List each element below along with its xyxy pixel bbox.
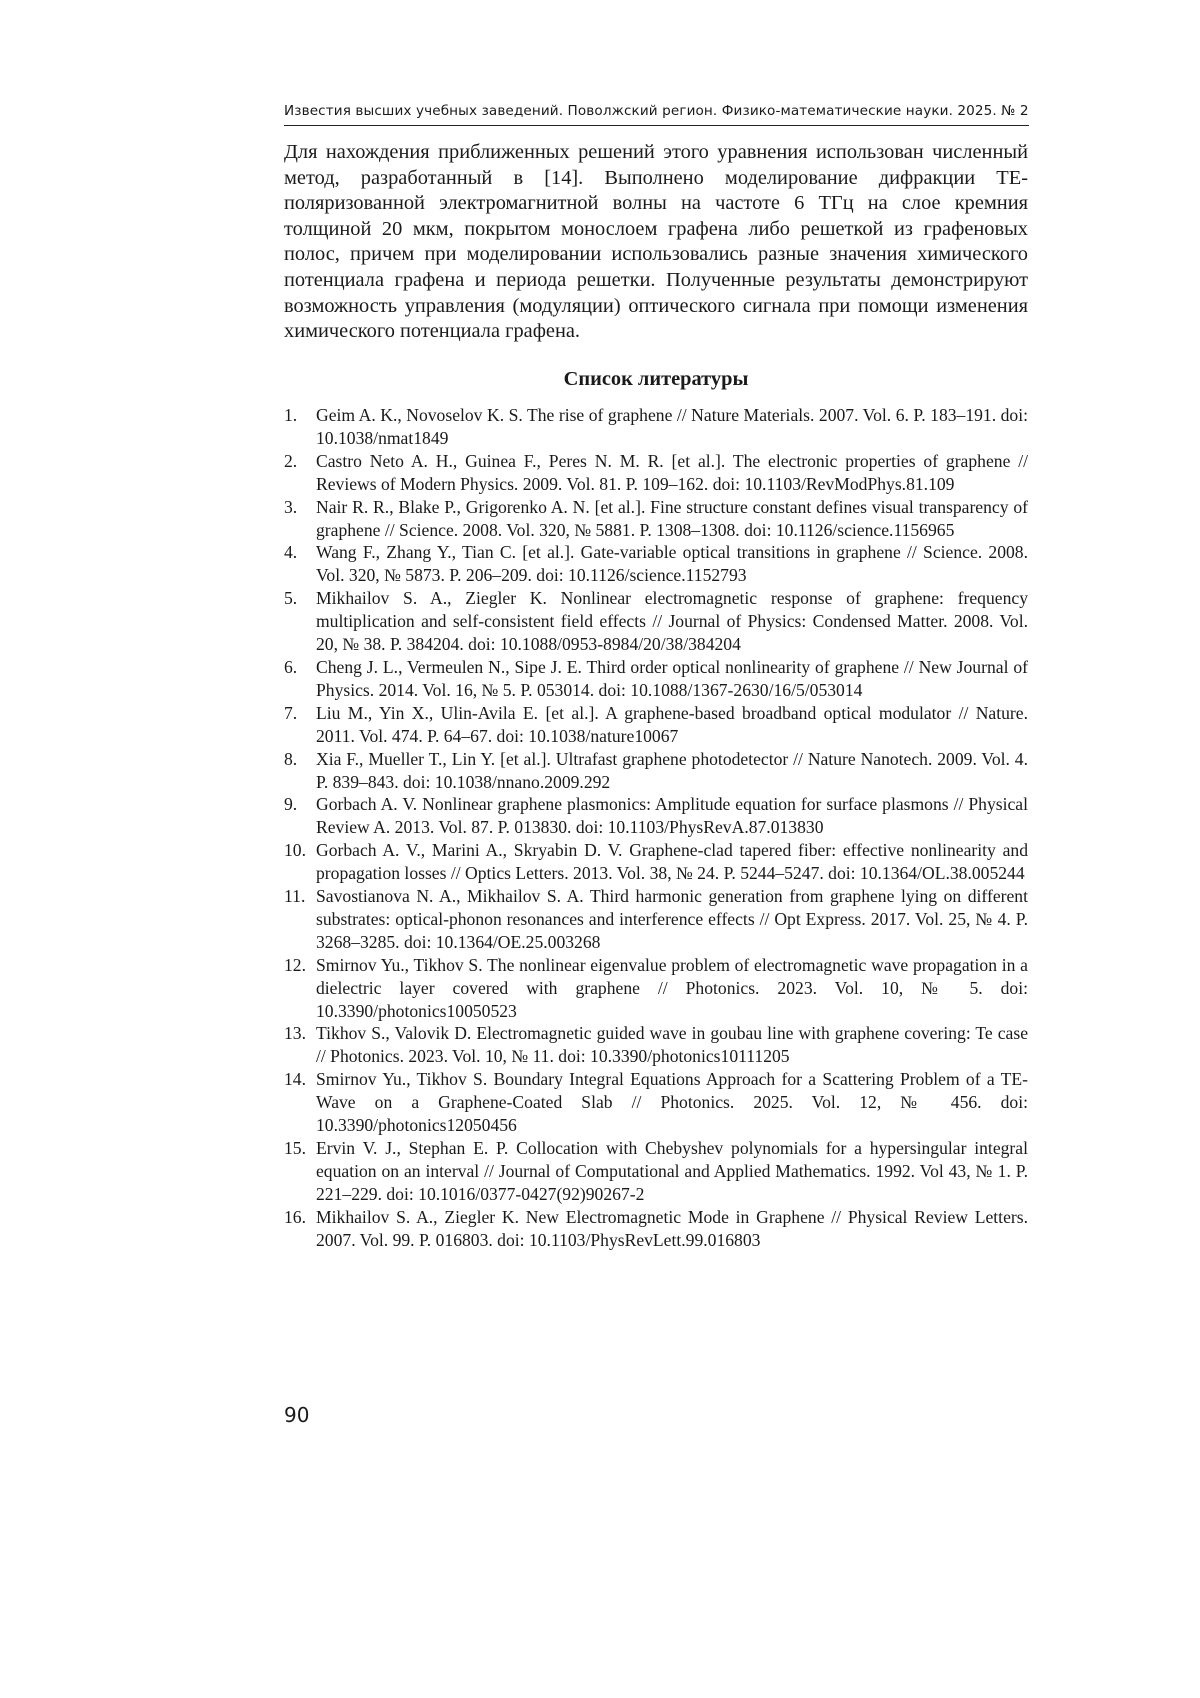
reference-number: 2. <box>284 450 298 471</box>
reference-item <box>284 541 1028 587</box>
reference-number: 14. <box>284 1069 306 1090</box>
reference-number: 4. <box>284 542 298 563</box>
reference-item <box>284 450 1028 496</box>
reference-item <box>284 404 1028 450</box>
reference-number: 11. <box>284 886 306 907</box>
reference-text: Gorbach A. V. Nonlinear graphene plasmonics: Amplitude equation for surface plasmons // Physical Review A. 2013. Vol. 87. P. 013830. doi: 10.1103/PhysRevA.87.013830 <box>316 794 1028 838</box>
reference-number: 15. <box>284 1138 306 1158</box>
reference-text: Geim A. K., Novoselov K. S. The rise of graphene // Nature Materials. 2007. Vol. 6. P. 183–191. doi: 10.1038/nmat1849 <box>316 405 1028 448</box>
reference-item <box>284 656 1028 702</box>
reference-text: Wang F., Zhang Y., Tian C. [et al.]. Gate-variable optical transitions in graphene // Science. 2008. Vol. 320, № 5873. P. 206–209. doi: 10.1126/science.1152793 <box>316 542 1028 586</box>
reference-number: 6. <box>284 656 298 677</box>
reference-text: Gorbach A. V., Marini A., Skryabin D. V. Graphene-clad tapered fiber: effective nonlinearity and propagation losses // Optics Letters. 2013. Vol. 38, № 24. P. 5244–5247. doi: 10.1364/OL.38.005244 <box>316 840 1028 884</box>
reference-item <box>284 1206 1028 1252</box>
reference-item <box>284 839 1028 885</box>
reference-item <box>284 793 1028 839</box>
reference-item <box>284 1137 1028 1206</box>
reference-number: 9. <box>284 794 298 815</box>
reference-item <box>284 496 1028 542</box>
reference-item <box>284 885 1028 954</box>
reference-item <box>284 1022 1028 1068</box>
reference-text: Savostianova N. A., Mikhailov S. A. Third harmonic generation from graphene lying on different substrates: optical-phonon resonances and interference effects // Opt Express. 2017. Vol. 25, № 4. P. 3268–3285. doi: 10.1364/OE.25.003268 <box>316 886 1028 952</box>
reference-text: Smirnov Yu., Tikhov S. The nonlinear eigenvalue problem of electromagnetic wave propagation in a dielectric layer covered with graphene // Photonics. 2023. Vol. 10, № 5. doi: 10.3390/photonics10050523 <box>316 954 1028 1021</box>
reference-text: Nair R. R., Blake P., Grigorenko A. N. [et al.]. Fine structure constant defines visual transparency of graphene // Science. 2008. Vol. 320, № 5881. P. 1308–1308. doi: 10.1126/science.1156965 <box>316 496 1028 540</box>
reference-item <box>284 954 1028 1023</box>
reference-text: Tikhov S., Valovik D. Electromagnetic guided wave in goubau line with graphene covering: Te case // Photonics. 2023. Vol. 10, № 11. doi: 10.3390/photonics10111205 <box>316 1023 1028 1067</box>
reference-number: 10. <box>284 840 306 861</box>
references-list <box>284 404 1028 1252</box>
running-header: Известия высших учебных заведений. Поволжский регион. Физико-математические науки. 2025. № 2 <box>284 103 1029 119</box>
reference-text: Ervin V. J., Stephan E. P. Collocation with Chebyshev polynomials for a hypersingular integral equation on an interval // Journal of Computational and Applied Mathematics. 1992. Vol 43, № 1. P. 221–229. doi: 10.1016/0377-0427(92)90267-2 <box>316 1138 1028 1204</box>
reference-number: 13. <box>284 1023 306 1044</box>
reference-number: 3. <box>284 496 298 517</box>
reference-item <box>284 587 1028 656</box>
reference-text: Liu M., Yin X., Ulin-Avila E. [et al.]. A graphene-based broadband optical modulator // Nature. 2011. Vol. 474. P. 64–67. doi: 10.1038/nature10067 <box>316 702 1028 746</box>
body-paragraph: Для нахождения приближенных решений этого уравнения использован численный метод, разработанный в [14]. Выполнено моделирование дифракции ТЕ-поляризованной электромагнитной волны на частоте 6 ТГц на слое кремния толщиной 20 мкм, покрытом монослоем графена либо решеткой из графеновых полос, причем при моделировании использовались разные значения химического потенциала графена и периода решетки. Полученные результаты демонстрируют возможность управления (модуляции) оптического сигнала при помощи изменения химического потенциала графена. <box>284 141 1028 343</box>
reference-number: 5. <box>284 588 298 609</box>
reference-number: 12. <box>284 954 306 975</box>
reference-text: Xia F., Mueller T., Lin Y. [et al.]. Ultrafast graphene photodetector // Nature Nanotech. 2009. Vol. 4. P. 839–843. doi: 10.1038/nnano.2009.292 <box>316 748 1028 792</box>
reference-text: Smirnov Yu., Tikhov S. Boundary Integral Equations Approach for a Scattering Problem of a TE-Wave on a Graphene-Coated Slab // Photonics. 2025. Vol. 12, № 456. doi: 10.3390/photonics12050456 <box>316 1069 1028 1136</box>
reference-number: 1. <box>284 405 298 425</box>
references-title: Список литературы <box>563 368 749 390</box>
reference-text: Mikhailov S. A., Ziegler K. Nonlinear electromagnetic response of graphene: frequency multiplication and self-consistent field effects // Journal of Physics: Condensed Matter. 2008. Vol. 20, № 38. P. 384204. doi: 10.1088/0953-8984/20/38/384204 <box>316 588 1028 655</box>
reference-item <box>284 748 1028 794</box>
reference-text: Mikhailov S. A., Ziegler K. New Electromagnetic Mode in Graphene // Physical Review Letters. 2007. Vol. 99. P. 016803. doi: 10.1103/PhysRevLett.99.016803 <box>316 1206 1028 1250</box>
reference-text: Castro Neto A. H., Guinea F., Peres N. M. R. [et al.]. The electronic properties of graphene // Reviews of Modern Physics. 2009. Vol. 81. P. 109–162. doi: 10.1103/RevModPhys.81.109 <box>316 450 1028 494</box>
reference-number: 8. <box>284 748 298 769</box>
page-number: 90 <box>284 1403 310 1427</box>
reference-number: 16. <box>284 1206 306 1227</box>
reference-item <box>284 702 1028 748</box>
reference-text: Cheng J. L., Vermeulen N., Sipe J. E. Third order optical nonlinearity of graphene // New Journal of Physics. 2014. Vol. 16, № 5. P. 053014. doi: 10.1088/1367-2630/16/5/053014 <box>316 656 1028 700</box>
header-divider <box>284 125 1029 126</box>
reference-item <box>284 1068 1028 1137</box>
reference-number: 7. <box>284 702 298 723</box>
